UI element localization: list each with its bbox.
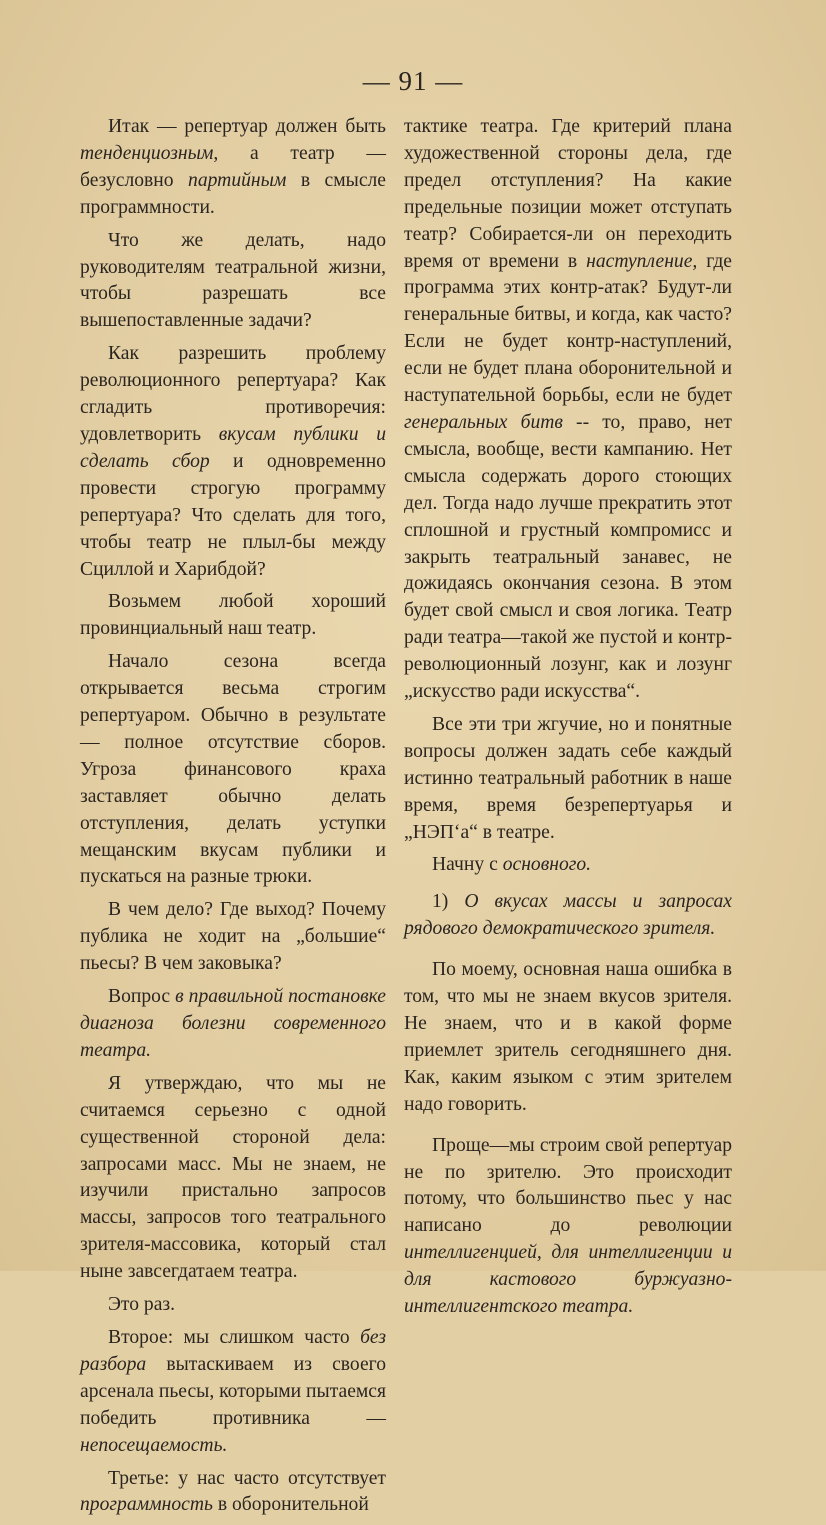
section-heading: 1) О вкусах массы и запросах рядового демократического зрителя. bbox=[404, 891, 732, 940]
paragraph: Возьмем любой хороший провинциальный наш театр. bbox=[80, 591, 386, 640]
text-column-right bbox=[404, 114, 732, 1327]
paragraph: Что же делать, надо руководителям театральной жизни, чтобы разрешать все вышепоставленные задачи? bbox=[80, 229, 386, 332]
paragraph: По моему, основная наша ошибка в том, что мы не знаем вкусов зрителя. Не знаем, что и в какой форме приемлет зритель сегодняшнего дня. Как, каким языком с этим зрителем надо говорить. bbox=[404, 959, 732, 1115]
paragraph: Второе: мы слишком часто без разбора вытаскиваем из своего арсенала пьесы, которыми пытаемся победить противника — непосещаемость. bbox=[80, 1326, 386, 1456]
paragraph: Итак — репертуар должен быть тенденциозным, а театр — безусловно партийным в смысле программности. bbox=[80, 116, 386, 218]
paragraph: Начну с основного. bbox=[432, 854, 592, 876]
paragraph: Проще—мы строим свой репертуар не по зрителю. Это происходит потому, что большинство пьес у нас написано до революции интеллигенцией, для интеллигенции и для кастового буржуазно-интеллигентского театра. bbox=[404, 1134, 732, 1318]
paragraph: Я утверждаю, что мы не считаемся серьезно с одной существенной стороной дела: запросами масс. Мы не знаем, не изучили пристально запросов массы, запросов того театрального зрителя-массовика, который стал ныне завсегдатаем театра. bbox=[80, 1072, 386, 1283]
text-column-left bbox=[80, 114, 386, 1525]
paragraph: Вопрос в правильной постановке диагноза болезни современного театра. bbox=[80, 986, 386, 1061]
paragraph: тактике театра. Где критерий плана художественной стороны дела, где предел отступления? На какие предельные позиции может отступать театр? Собирается-ли он переходить время от времени в наступление, где программа этих контр-атак? Будут-ли генеральные битвы, и когда, как часто? Если не будет контр-наступлений, если не будет плана оборонительной и наступательной борьбы, если не будет генеральных битв -- то, право, нет смысла, вообще, вести кампанию. Нет смысла содержать дорого стоющих дел. Тогда надо лучше прекратить этот сплошной и грустный компромисс и закрыть театральный занавес, не дожидаясь окончания сезона. В этом будет свой смысл и своя логика. Театр ради театра—такой же пустой и контр-революционный лозунг, как и лозунг „искусство ради искусства“. bbox=[404, 116, 732, 703]
paragraph: В чем дело? Где выход? Почему публика не ходит на „большие“ пьесы? В чем заковыка? bbox=[80, 899, 386, 975]
paragraph: Третье: у нас часто отсутствует программность в оборонительной bbox=[80, 1467, 386, 1516]
paragraph: Начало сезона всегда открывается весьма строгим репертуаром. Обычно в результате — полное отсутствие сборов. Угроза финансового краха заставляет обычно делать отступления, делать уступки мещанским вкусам публики и пускаться на разные трюки. bbox=[80, 651, 386, 888]
page-number: — 91 — bbox=[362, 66, 464, 96]
paragraph: Как разрешить проблему революционного репертуара? Как сгладить противоречия: удовлетворить вкусам публики и сделать сбор и одновременно провести строгую программу репертуара? Что сделать для того, чтобы театр не плыл-бы между Сциллой и Харибдой? bbox=[80, 343, 386, 580]
paragraph: Это раз. bbox=[108, 1294, 176, 1316]
paragraph: Все эти три жгучие, но и понятные вопросы должен задать себе каждый истинно театральный работник в наше время, время безрепертуарья и „НЭП‘а“ в театре. bbox=[404, 713, 732, 843]
